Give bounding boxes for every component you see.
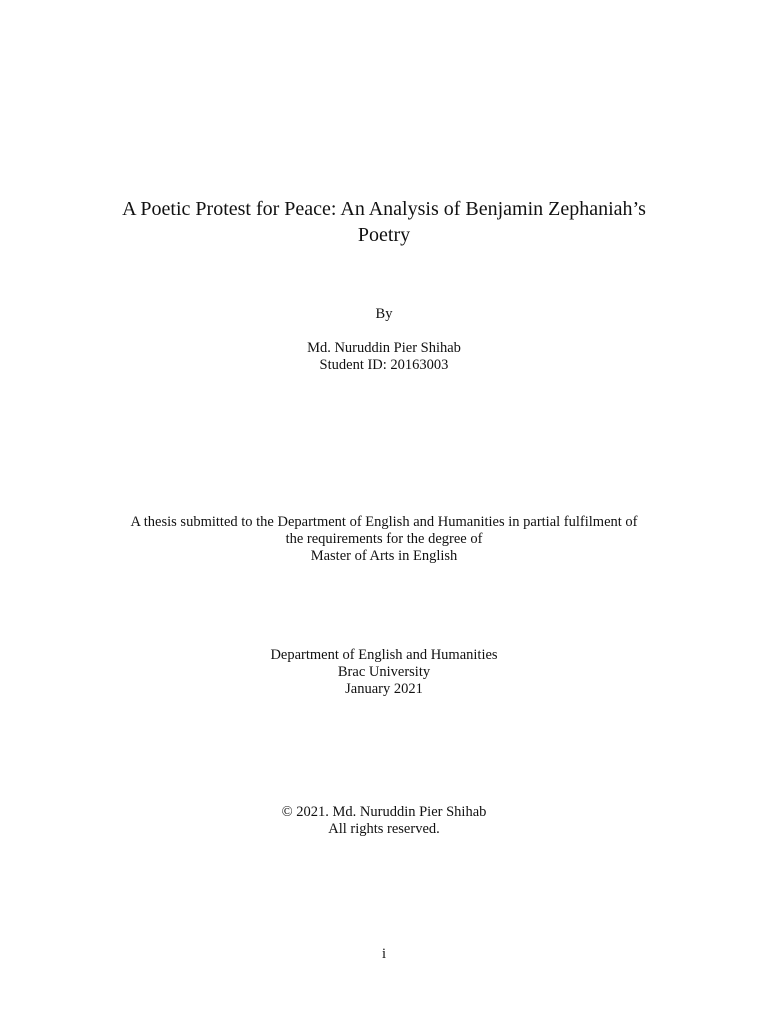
thesis-statement-line-1: A thesis submitted to the Department of English and Humanities in partial fulfilment of xyxy=(130,514,638,530)
student-id: Student ID: 20163003 xyxy=(319,357,449,373)
rights-reserved: All rights reserved. xyxy=(328,821,440,837)
page-number-text: i xyxy=(381,946,387,962)
by-label xyxy=(0,306,768,323)
thesis-statement xyxy=(0,514,768,565)
department-name: Department of English and Humanities xyxy=(270,647,498,663)
by-label-text: By xyxy=(375,306,393,322)
copyright-block xyxy=(0,804,768,838)
author-name: Md. Nuruddin Pier Shihab xyxy=(307,340,461,356)
page-number xyxy=(0,946,768,963)
author-block xyxy=(0,340,768,374)
copyright-notice: © 2021. Md. Nuruddin Pier Shihab xyxy=(281,804,487,820)
university-name: Brac University xyxy=(337,664,431,680)
thesis-statement-line-2: the requirements for the degree of xyxy=(285,531,483,547)
institution-block xyxy=(0,647,768,698)
thesis-title-line-2: Poetry xyxy=(357,224,411,246)
degree-name: Master of Arts in English xyxy=(310,548,458,564)
thesis-title-line-1: A Poetic Protest for Peace: An Analysis of Benjamin Zephaniah’s xyxy=(122,198,646,220)
thesis-title xyxy=(0,196,768,248)
submission-date: January 2021 xyxy=(345,681,423,697)
